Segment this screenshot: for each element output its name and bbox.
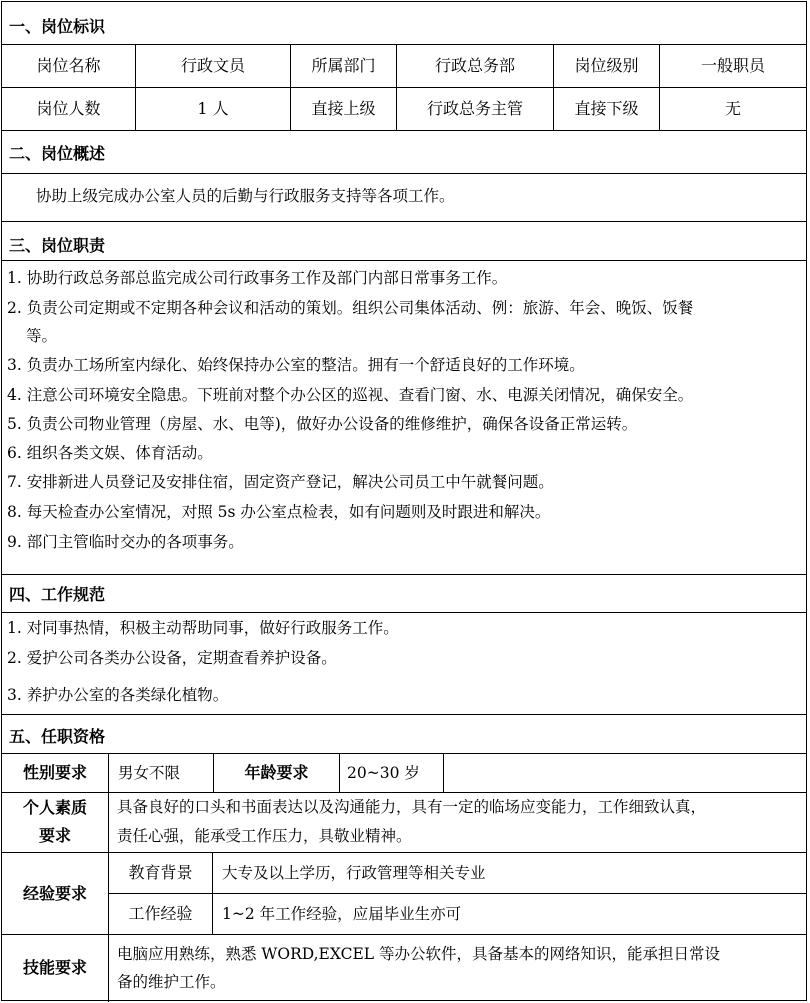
rule (443, 753, 444, 792)
rule (1, 714, 807, 715)
duty-item: 4. 注意公司环境安全隐患。下班前对整个办公区的巡视、查看门窗、水、电源关闭情况，确保安全。 (7, 386, 694, 404)
duty-item: 8. 每天检查办公室情况，对照 5s 办公室点检表，如有问题则及时跟进和解决。 (7, 503, 551, 521)
skill-text-line2: 备的维护工作。 (117, 973, 226, 991)
quality-label-line1: 个人素质 (22, 798, 87, 817)
identity-cell: 无 (724, 99, 741, 118)
rule (1, 130, 807, 131)
work-experience-value: 1~2 年工作经验，应届毕业生亦可 (222, 905, 462, 923)
age-label: 年龄要求 (244, 763, 309, 782)
rule (212, 852, 213, 934)
duty-item: 2. 负责公司定期或不定期各种会议和活动的策划。组织公司集体活动、例：旅游、年会、晚饭、饭餐 (7, 299, 694, 317)
gender-value: 男女不限 (118, 764, 181, 782)
norm-item: 1. 对同事热情，积极主动帮助同事，做好行政服务工作。 (7, 619, 399, 637)
education-value: 大专及以上学历，行政管理等相关专业 (222, 864, 486, 882)
duty-item: 7. 安排新进人员登记及安排住宿，固定资产登记，解决公司员工中午就餐问题。 (7, 473, 554, 491)
quality-text-line1: 具备良好的口头和书面表达以及沟通能力，具有一定的临场应变能力，工作细致认真， (117, 798, 707, 816)
duty-item: 9. 部门主管临时交办的各项事务。 (7, 533, 244, 551)
identity-cell: 直接上级 (311, 99, 376, 118)
rule (1, 221, 807, 222)
rule (339, 753, 340, 792)
section-title-identity: 一、岗位标识 (9, 17, 106, 36)
identity-cell: 1 人 (197, 99, 229, 118)
duty-item: 3. 负责办工场所室内绿化、始终保持办公室的整洁。拥有一个舒适良好的工作环境。 (7, 356, 585, 374)
quality-label-line2: 要求 (38, 826, 71, 845)
section-title-qualifications: 五、任职资格 (9, 727, 106, 746)
experience-label: 经验要求 (22, 883, 87, 903)
job-description-document (1, 1, 807, 1001)
rule (1, 934, 807, 935)
section-title-norms: 四、工作规范 (9, 585, 106, 604)
identity-cell: 岗位名称 (36, 56, 101, 75)
norm-item: 2. 爱护公司各类办公设备，定期查看养护设备。 (7, 649, 337, 667)
identity-cell: 一般职员 (700, 56, 765, 75)
rule (1, 792, 807, 793)
duty-item-continuation: 等。 (26, 327, 58, 345)
skill-label: 技能要求 (22, 957, 87, 977)
identity-cell: 行政总务主管 (426, 99, 523, 118)
rule (1, 260, 807, 261)
duty-item: 5. 负责公司物业管理（房屋、水、电等)，做好办公设备的维修维护，确保各设备正常运转。 (7, 415, 638, 433)
education-label: 教育背景 (128, 863, 193, 882)
rule (1, 612, 807, 613)
duty-item: 1. 协助行政总务部总监完成公司行政事务工作及部门内部日常事务工作。 (7, 269, 508, 287)
rule (1, 574, 807, 575)
work-experience-label: 工作经验 (128, 904, 193, 923)
duty-item: 6. 组织各类文娱、体育活动。 (7, 444, 213, 462)
section-title-duties: 三、岗位职责 (9, 236, 106, 255)
overview-text: 协助上级完成办公室人员的后勤与行政服务支持等各项工作。 (36, 187, 455, 205)
quality-text-line2: 责任心强，能承受工作压力，具敬业精神。 (117, 827, 412, 845)
gender-label: 性别要求 (22, 763, 87, 782)
section-title-overview: 二、岗位概述 (9, 144, 106, 163)
identity-cell: 所属部门 (311, 56, 376, 75)
norm-item: 3. 养护办公室的各类绿化植物。 (7, 686, 229, 704)
rule (1, 753, 807, 754)
identity-cell: 直接下级 (574, 99, 639, 118)
age-value: 20~30 岁 (347, 764, 420, 782)
identity-cell: 行政文员 (180, 56, 245, 75)
identity-cell: 行政总务部 (434, 56, 515, 75)
identity-cell: 岗位人数 (36, 99, 101, 118)
skill-text-line1: 电脑应用熟练，熟悉 WORD,EXCEL 等办公软件，具备基本的网络知识，能承担日常设 (117, 945, 721, 963)
rule (1, 173, 807, 174)
identity-cell: 岗位级别 (574, 56, 639, 75)
